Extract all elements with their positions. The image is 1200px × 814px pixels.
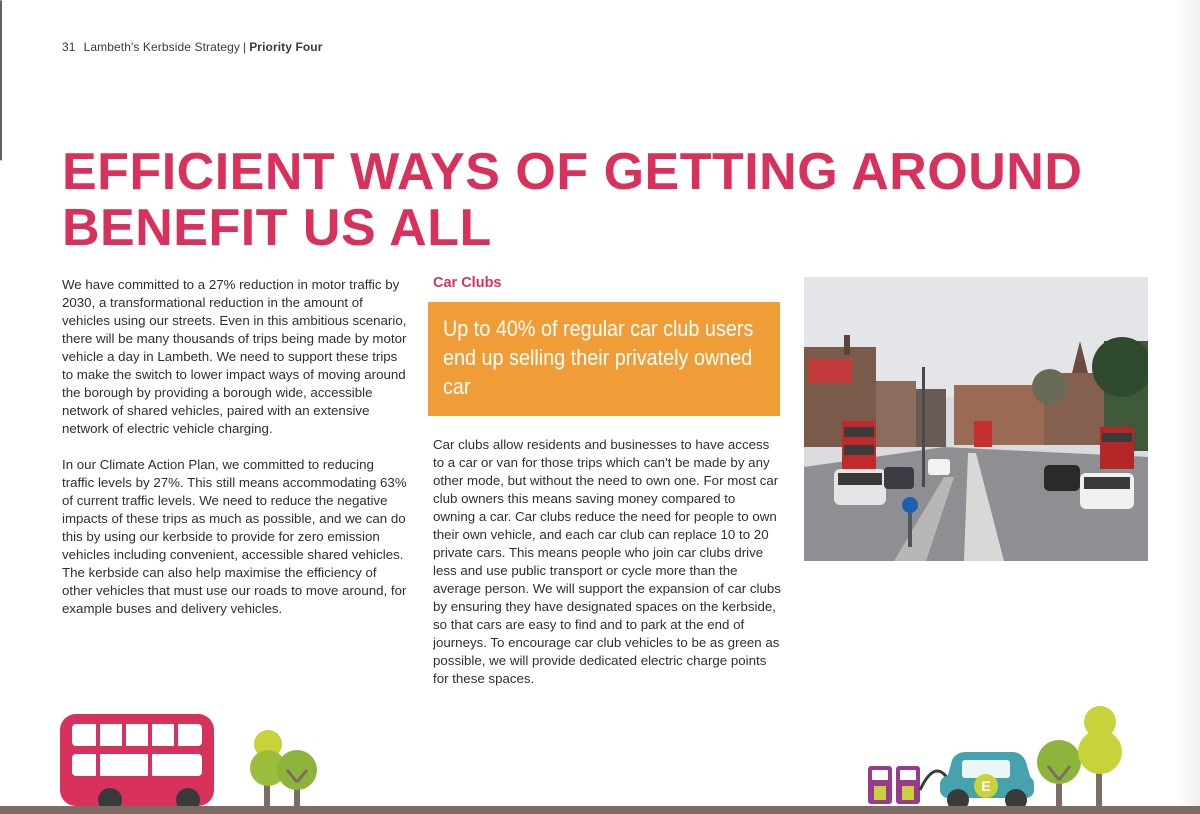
car-clubs-heading: Car Clubs [433,275,502,291]
tree-icon [250,730,317,806]
electric-car-icon [940,752,1034,810]
page-title [62,144,1162,256]
page-number: 31 [62,40,76,54]
page-title-line-1: EFFICIENT WAYS OF GETTING AROUND [62,143,1083,201]
page-title-line-2: BENEFIT US ALL [62,199,492,257]
car-clubs-body: Car clubs allow residents and businesses to have access to a car or van for those trips which can't be made by any other mode, but without the need to own one. For most car club owners this means saving money compared to owning a car. Car clubs reduce the need for people to own their own vehicle, and each car club can replace 10 to 20 private cars. This means people who join car clubs drive less and use public transport or cycle more than the average person. We will support the expansion of car clubs by ensuring they have designated spaces on the kerbside, so that cars are easy to find and to park at the end of journeys. To encourage car club vehicles to be as green as possible, we will provide dedicated electric charge points for these spaces. [433,437,781,686]
intro-paragraph-1: We have committed to a 27% reduction in motor traffic by 2030, a transformational reduction in the amount of vehicles using our streets. Even in this ambitious scenario, there will be many thousands of trips being made by motor vehicle a day in Lambeth. We need to support these trips to make the switch to lower impact ways of moving around the borough by providing a borough wide, accessible network of shared vehicles, paired with an extensive network of electric vehicle charging. [62,277,407,436]
car-clubs-callout [428,302,780,416]
tree-icon-right [1037,706,1122,806]
section-name: Priority Four [249,40,323,54]
intro-column [62,276,408,636]
charger-icon [868,766,950,804]
bus-icon [60,714,214,810]
callout-text: Up to 40% of regular car club users end up selling their privately owned car [443,316,754,399]
transport-illustration [0,690,1200,810]
page-corner-shadow [0,0,14,166]
car-badge: E [981,778,991,794]
street-photo [804,277,1148,561]
document-title: Lambeth's Kerbside Strategy [83,40,240,54]
header-separator: | [242,40,247,54]
street-photo-image [804,277,1148,561]
car-clubs-column [433,436,781,688]
intro-paragraph-2: In our Climate Action Plan, we committed to reducing traffic levels by 27%. This still means accommodating 63% of current traffic levels. We need to reduce the negative impacts of these trips as much as possible, and we can do this by using our kerbside to provide for zero emission vehicles including convenient, accessible shared vehicles. The kerbside can also help maximise the efficiency of other vehicles that must use our roads to move around, for example buses and delivery vehicles. [62,457,407,616]
ground-line [0,806,1200,814]
running-header [62,40,323,54]
